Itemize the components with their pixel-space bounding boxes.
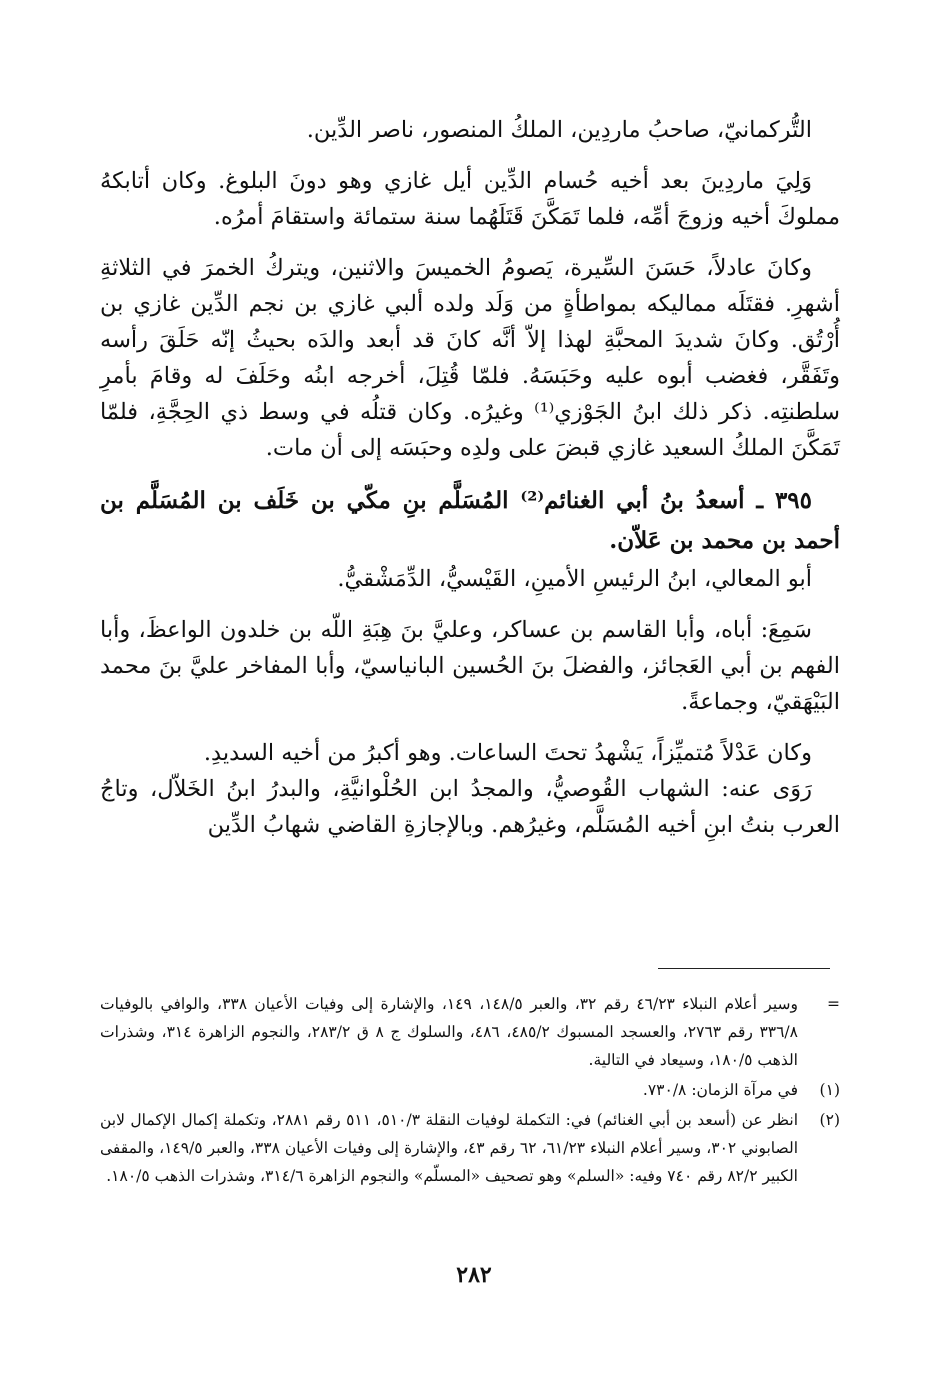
footnote-text: انظر عن (أسعد بن أبي الغنائم) في: التكملة لوفيات النقلة ٥١٠/٣، ٥١١ رقم ٢٨٨١، وتكملة إكمال الإكمال لابن الصابوني ٣٠٢، وسير أعلام النبلاء ٦١/٢٣، ٦٢ رقم ٤٣، والإشارة إلى وفيات الأعيان ٣٣٨، والعبر ١٤٩/٥، والمقفى الكبير ٨٢/٢ رقم ٧٤٠ وفيه: «السلم» وهو تصحيف «المسلّم» والنجوم الزاهرة ٣١٤/٦، وشذرات الذهب ١٨٠/٥.: [100, 1111, 799, 1185]
footnote: [100, 1106, 840, 1190]
footnotes: [100, 990, 840, 1192]
paragraph-continuation: التُّركمانيّ، صاحبُ ماردِين، الملكُ المنصور، ناصر الدِّين.: [306, 117, 812, 143]
footnote-marker: =: [827, 995, 840, 1013]
footnote-text: وسير أعلام النبلاء ٤٦/٢٣ رقم ٣٢، والعبر ١٤٨/٥، ١٤٩، والإشارة إلى وفيات الأعيان ٣٣٨، والوافي بالوفيات ٣٣٦/٨ رقم ٢٧٦٣، والعسجد المسبوك ٤٨٥/٢، ٤٨٦، والسلوك ج ٨ ق ٢٨٣/٢، والنجوم الزاهرة ٣١٤، وشذرات الذهب ١٨٠/٥، وسيعاد في التالية.: [100, 995, 798, 1069]
footnote-marker: (١): [819, 1081, 840, 1099]
footnote-text: في مرآة الزمان: ٧٣٠/٨.: [642, 1081, 798, 1099]
footnote: [100, 1076, 840, 1104]
footnote-marker: (٢): [819, 1111, 840, 1129]
entry-heading: ٣٩٥ ـ أسعدُ بنُ أبي الغنائم⁽²⁾ المُسَلَّم بنِ مكّي بن خَلَف بن المُسَلَّم بن أحمد بن محمد بن عَلاّن.: [100, 487, 840, 554]
paragraph-teachers: سَمِعَ: أباه، وأبا القاسم بن عساكر، وعليَّ بنَ هِبَةِ اللّه بن خلدون الواعظَ، وأبا الفهم بن أبي العَجائز، والفضلَ بنَ الحُسين البانياسيّ، وأبا المفاخر عليَّ بنَ محمد البَيْهَقيّ، وجماعةً.: [100, 617, 840, 715]
paragraph-students: رَوَى عنه: الشهاب القُوصيُّ، والمجدُ ابن الحُلْوانيَّةِ، والبدرُ ابنُ الخَلاّل، وتاجُ العرب بنتُ ابنِ أخيه المُسَلَّم، وغيرُهم. وبالإجازةِ القاضي شهابُ الدِّين: [100, 776, 840, 838]
footnote-separator: [658, 968, 830, 969]
paragraph-status: وكان عَدْلاً مُتميِّزاً، يَشْهدُ تحتَ الساعات. وهو أكبرُ من أخيه السديدِ.: [203, 740, 812, 766]
footnote: [100, 990, 840, 1074]
paragraph-kunya: أبو المعالي، ابنُ الرئيسِ الأمينِ، القَيْسيُّ، الدِّمَشْقيُّ.: [337, 566, 812, 592]
paragraph-reign: وَلِيَ ماردِينَ بعد أخيه حُسام الدِّين أيل غازي وهو دونَ البلوغ. وكان أتابكهُ مملوكَ أخيه وزوجَ أمِّه، فلما تَمَكَّنَ قَتَلَهُما سنة ستمائة واستقامَ أمرُه.: [100, 168, 840, 230]
main-text: [100, 112, 840, 843]
paragraph-character: وكانَ عادلاً، حَسَنَ السِّيرة، يَصومُ الخميسَ والاثنين، ويتركُ الخمرَ في الثلاثةِ أشهرِ. فقتَلَه مماليكه بمواطأةٍ من وَلَد ولده ألبي غازي بن نجم الدِّين غازي بن أُرْتُق. وكانَ شديدَ المحبَّةِ لهذا إلاّ أنَّه كانَ قد أبعد والدَه بحيثُ إنّه حَلَقَ رأسه وتَفَقَّر، فغضب أبوه عليه وحَبَسَهُ. فلمّا قُتِلَ، أخرجه ابنُه وحَلَفَ له وقامَ بأمرِ سلطنتِه. ذكر ذلك ابنُ الجَوْزي⁽¹⁾ وغيرُه. وكان قتلُه في وسط ذي الحِجَّةِ، فلمّا تَمَكَّنَ الملكُ السعيد غازي قبضَ على ولدِه وحبَسَه إلى أن مات.: [100, 255, 841, 461]
page-number: ٢٨٢: [456, 1262, 492, 1288]
